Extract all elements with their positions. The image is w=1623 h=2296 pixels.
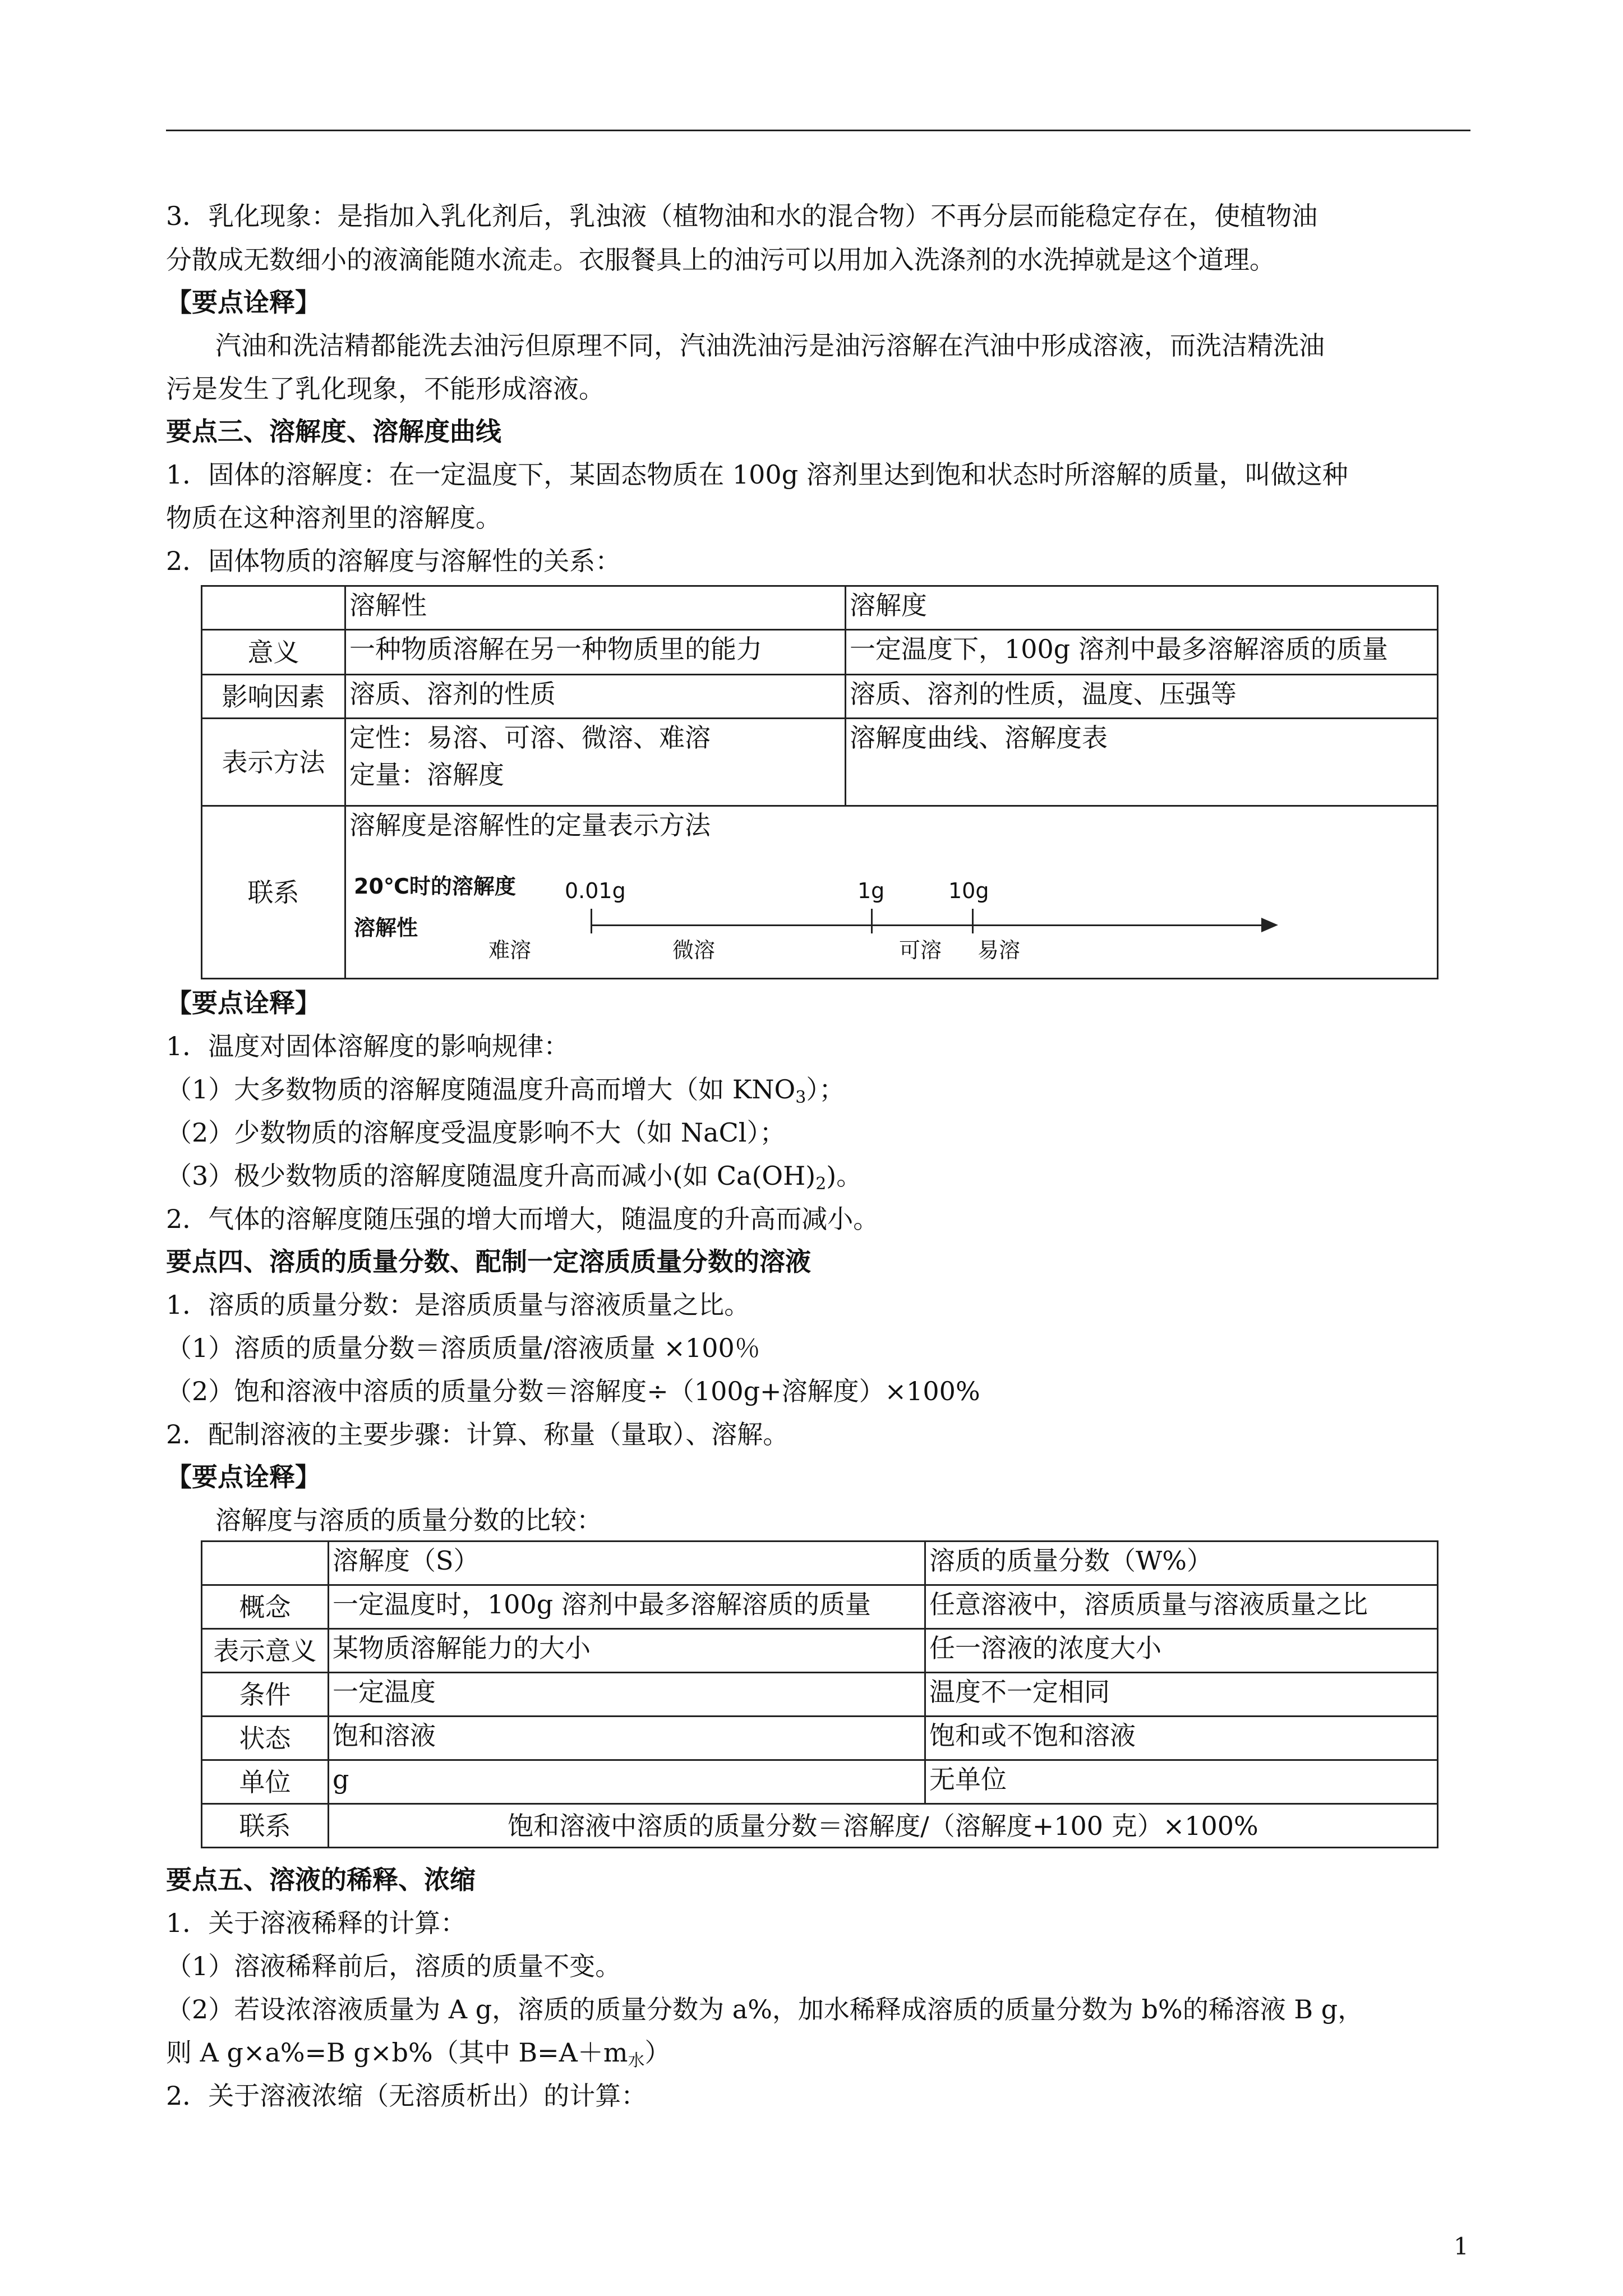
table-header-cell: 溶质的质量分数（W%） <box>925 1542 1438 1585</box>
note-heading-1: 【要点诠释】 <box>166 287 321 318</box>
note-1-line-2: 污是发生了乳化现象，不能形成溶液。 <box>166 374 605 404</box>
paragraph-emulsification-line-2: 分散成无数细小的液滴能随水流走。衣服餐具上的油污可以用加入洗涤剂的水洗掉就是这个道理。 <box>166 245 1275 275</box>
scale-tick-label: 0.01g <box>565 878 626 903</box>
note-1-line-1: 汽油和洗洁精都能洗去油污但原理不同，汽油洗油污是油污溶解在汽油中形成溶液，而洗洁精洗油 <box>215 330 1325 361</box>
section-3-item-1-line-2: 物质在这种溶剂里的溶解度。 <box>166 503 501 533</box>
row-label: 表示方法 <box>202 719 345 806</box>
table-cell: 溶解度曲线、溶解度表 <box>846 719 1438 806</box>
header-rule <box>166 130 1470 131</box>
table-cell: 无单位 <box>925 1760 1438 1804</box>
table-cell: 饱和或不饱和溶液 <box>925 1717 1438 1760</box>
scale-tick <box>972 909 974 933</box>
scale-tick-label: 1g <box>857 878 885 903</box>
table-cell: 饱和溶液 <box>329 1717 925 1760</box>
row-label: 条件 <box>202 1673 329 1717</box>
scale-category-label: 可溶 <box>899 938 942 963</box>
scale-tick-label: 10g <box>948 878 989 903</box>
table-row <box>202 1804 1438 1848</box>
arrow-right-icon <box>1261 918 1278 932</box>
section-3-item-2: 2．固体物质的溶解度与溶解性的关系： <box>166 546 621 576</box>
relation-cell: 饱和溶液中溶质的质量分数＝溶解度/（溶解度+100 克）×100% <box>329 1804 1438 1848</box>
table-header-cell: 溶解度 <box>846 586 1438 630</box>
row-label: 影响因素 <box>202 675 345 719</box>
table-cell: 溶质、溶剂的性质 <box>345 675 846 719</box>
scale-category-label: 微溶 <box>672 938 716 963</box>
note-heading-3: 【要点诠释】 <box>166 1462 321 1492</box>
section-4-line-2: （1）溶质的质量分数＝溶质质量/溶液质量 ×100％ <box>166 1333 760 1363</box>
row-label: 联系 <box>202 1804 329 1848</box>
note-2-line-3: （2）少数物质的溶解度受温度影响不大（如 NaCl）； <box>166 1117 786 1148</box>
table-row <box>202 1585 1438 1629</box>
scale-row-label-solubility: 20℃时的溶解度 <box>354 874 516 899</box>
table-header-cell <box>202 1542 329 1585</box>
section-4-line-4: 2．配制溶液的主要步骤：计算、称量（量取）、溶解。 <box>166 1419 789 1450</box>
table-row <box>202 1629 1438 1673</box>
section-4-line-1: 1．溶质的质量分数：是溶质质量与溶液质量之比。 <box>166 1290 750 1320</box>
scale-category-label: 易溶 <box>978 938 1021 963</box>
relation-text: 溶解度是溶解性的定量表示方法 <box>349 810 711 840</box>
table-cell: 一种物质溶解在另一种物质里的能力 <box>345 630 846 675</box>
table-cell: 某物质溶解能力的大小 <box>329 1629 925 1673</box>
section-5-line-5: 2．关于溶液浓缩（无溶质析出）的计算： <box>166 2081 647 2111</box>
relation-cell <box>345 806 1438 979</box>
scale-row-label-solubility-class: 溶解性 <box>354 915 418 940</box>
section-4-heading: 要点四、溶质的质量分数、配制一定溶质质量分数的溶液 <box>166 1246 811 1277</box>
row-label: 概念 <box>202 1585 329 1629</box>
table-cell <box>345 719 846 806</box>
table-header-cell: 溶解度（S） <box>329 1542 925 1585</box>
table-row <box>202 719 1438 806</box>
note-2-line-4: （3）极少数物质的溶解度随温度升高而减小(如 $Ca(OH)_2$)。 <box>166 1161 863 1194</box>
row-label: 表示意义 <box>202 1629 329 1673</box>
section-5-line-1: 1．关于溶液稀释的计算： <box>166 1908 467 1938</box>
table-row <box>202 1717 1438 1760</box>
table-cell: 溶质、溶剂的性质，温度、压强等 <box>846 675 1438 719</box>
section-5-line-2: （1）溶液稀释前后，溶质的质量不变。 <box>166 1951 621 1981</box>
section-4-line-3: （2）饱和溶液中溶质的质量分数＝溶解度÷（100g+溶解度）×100% <box>166 1376 980 1406</box>
quantitative-method: 定量：溶解度 <box>349 760 504 790</box>
table-cell: 温度不一定相同 <box>925 1673 1438 1717</box>
table-cell: g <box>329 1760 925 1804</box>
table-cell: 任意溶液中，溶质质量与溶液质量之比 <box>925 1585 1438 1629</box>
table-row <box>202 1542 1438 1585</box>
paragraph-emulsification-line-1: 3．乳化现象：是指加入乳化剂后，乳浊液（植物油和水的混合物）不再分层而能稳定存在，使植物油 <box>166 201 1318 231</box>
section-4-note-line: 溶解度与溶质的质量分数的比较： <box>215 1505 602 1535</box>
table-row <box>202 675 1438 719</box>
table-cell: 一定温度下，100g 溶剂中最多溶解溶质的质量 <box>846 630 1438 675</box>
comparison-table <box>201 1540 1438 1848</box>
solubility-scale-diagram <box>349 844 1433 974</box>
section-5-line-3: （2）若设浓溶液质量为 A g，溶质的质量分数为 a%，加水稀释成溶质的质量分数为 b%的稀溶液 B g， <box>166 1994 1364 2024</box>
scale-axis-line <box>591 924 1264 926</box>
row-label: 联系 <box>202 806 345 979</box>
table-cell: 一定温度时，100g 溶剂中最多溶解溶质的质量 <box>329 1585 925 1629</box>
table-row <box>202 1673 1438 1717</box>
table-header-cell: 溶解性 <box>345 586 846 630</box>
table-row <box>202 586 1438 630</box>
note-2-line-5: 2．气体的溶解度随压强的增大而增大，随温度的升高而减小。 <box>166 1204 879 1234</box>
table-row <box>202 806 1438 979</box>
table-cell: 一定温度 <box>329 1673 925 1717</box>
section-3-item-1-line-1: 1．固体的溶解度：在一定温度下，某固态物质在 100g 溶剂里达到饱和状态时所溶解的质量，叫做这种 <box>166 459 1348 490</box>
scale-tick <box>591 909 592 933</box>
note-2-line-2: （1）大多数物质的溶解度随温度升高而增大（如 $KNO_3$）； <box>166 1074 845 1107</box>
note-2-line-1: 1．温度对固体溶解度的影响规律： <box>166 1031 570 1061</box>
row-label: 单位 <box>202 1760 329 1804</box>
table-row <box>202 1760 1438 1804</box>
row-label: 意义 <box>202 630 345 675</box>
row-label: 状态 <box>202 1717 329 1760</box>
page-number: 1 <box>1454 2233 1469 2260</box>
section-5-line-4: 则 A g×a%=B g×b%（其中 $B=A+m_水$） <box>166 2037 671 2070</box>
table-row <box>202 630 1438 675</box>
table-cell: 任一溶液的浓度大小 <box>925 1629 1438 1673</box>
note-heading-2: 【要点诠释】 <box>166 988 321 1018</box>
section-5-heading: 要点五、溶液的稀释、浓缩 <box>166 1865 476 1895</box>
solubility-table <box>201 585 1438 979</box>
table-header-cell <box>202 586 345 630</box>
section-3-heading: 要点三、溶解度、溶解度曲线 <box>166 416 501 447</box>
scale-category-label: 难溶 <box>488 938 532 963</box>
scale-tick <box>871 909 873 933</box>
qualitative-method: 定性：易溶、可溶、微溶、难溶 <box>349 723 711 753</box>
